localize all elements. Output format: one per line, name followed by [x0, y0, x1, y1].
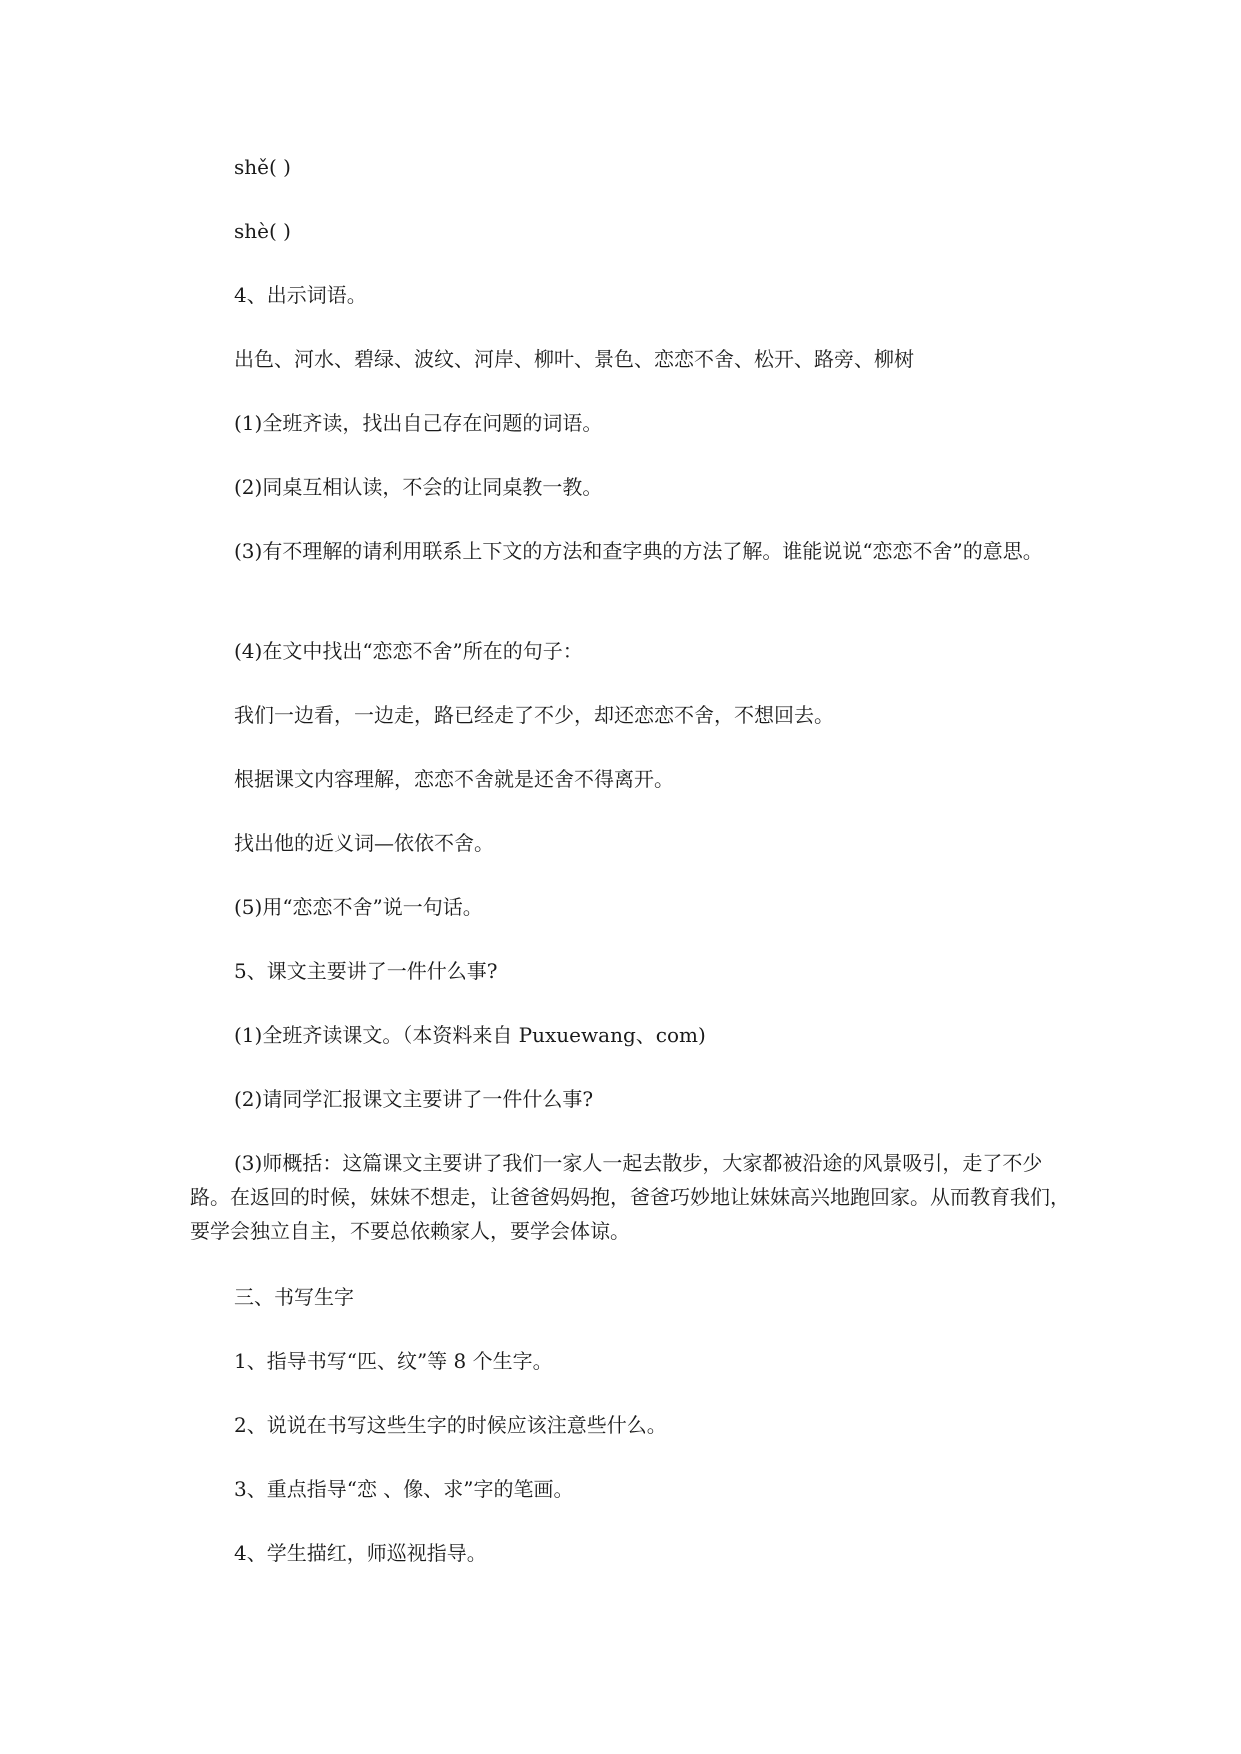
sub-item-3-paragraph: (3)有不理解的请利用联系上下文的方法和查字典的方法了解。谁能说说“恋恋不舍”的意思。 — [234, 539, 1043, 563]
step-5-heading: 5、课文主要讲了一件什么事? — [234, 959, 498, 983]
word-list: 出色、河水、碧绿、波纹、河岸、柳叶、景色、恋恋不舍、松开、路旁、柳树 — [234, 347, 914, 371]
step-4-heading: 4、出示词语。 — [234, 283, 367, 307]
pinyin-she3-line: shě( ) — [234, 155, 291, 179]
sub-item-1: (1)全班齐读，找出自己存在问题的词语。 — [234, 411, 603, 435]
step-5-sub-2: (2)请同学汇报课文主要讲了一件什么事? — [234, 1087, 594, 1111]
pinyin-she4-line: shè( ) — [234, 219, 291, 243]
writing-step-3: 3、重点指导“恋 、像、求”字的笔画。 — [234, 1477, 574, 1501]
writing-step-1: 1、指导书写“匹、纹”等 8 个生字。 — [234, 1349, 553, 1373]
teacher-summary-paragraph: (3)师概括：这篇课文主要讲了我们一家人一起去散步，大家都被沿途的风景吸引，走了不少路。在返回的时候，妹妹不想走，让爸爸妈妈抱，爸爸巧妙地让妹妹高兴地跑回家。从而教育我们，要学会独立自主，不要总依赖家人，要学会体谅。 — [190, 1151, 1070, 1243]
sub-item-2: (2)同桌互相认读，不会的让同桌教一教。 — [234, 475, 603, 499]
sub-item-4: (4)在文中找出“恋恋不舍”所在的句子： — [234, 639, 583, 663]
sub-item-5: (5)用“恋恋不舍”说一句话。 — [234, 895, 483, 919]
step-5-sub-1: (1)全班齐读课文。（本资料来自 Puxuewang、com) — [234, 1023, 706, 1047]
example-sentence: 我们一边看，一边走，路已经走了不少，却还恋恋不舍，不想回去。 — [234, 703, 834, 727]
writing-step-2: 2、说说在书写这些生字的时候应该注意些什么。 — [234, 1413, 667, 1437]
section-3-heading: 三、书写生字 — [234, 1285, 354, 1309]
meaning-explanation: 根据课文内容理解，恋恋不舍就是还舍不得离开。 — [234, 767, 674, 791]
writing-step-4: 4、学生描红，师巡视指导。 — [234, 1541, 487, 1565]
synonym-line: 找出他的近义词—依依不舍。 — [234, 831, 494, 855]
